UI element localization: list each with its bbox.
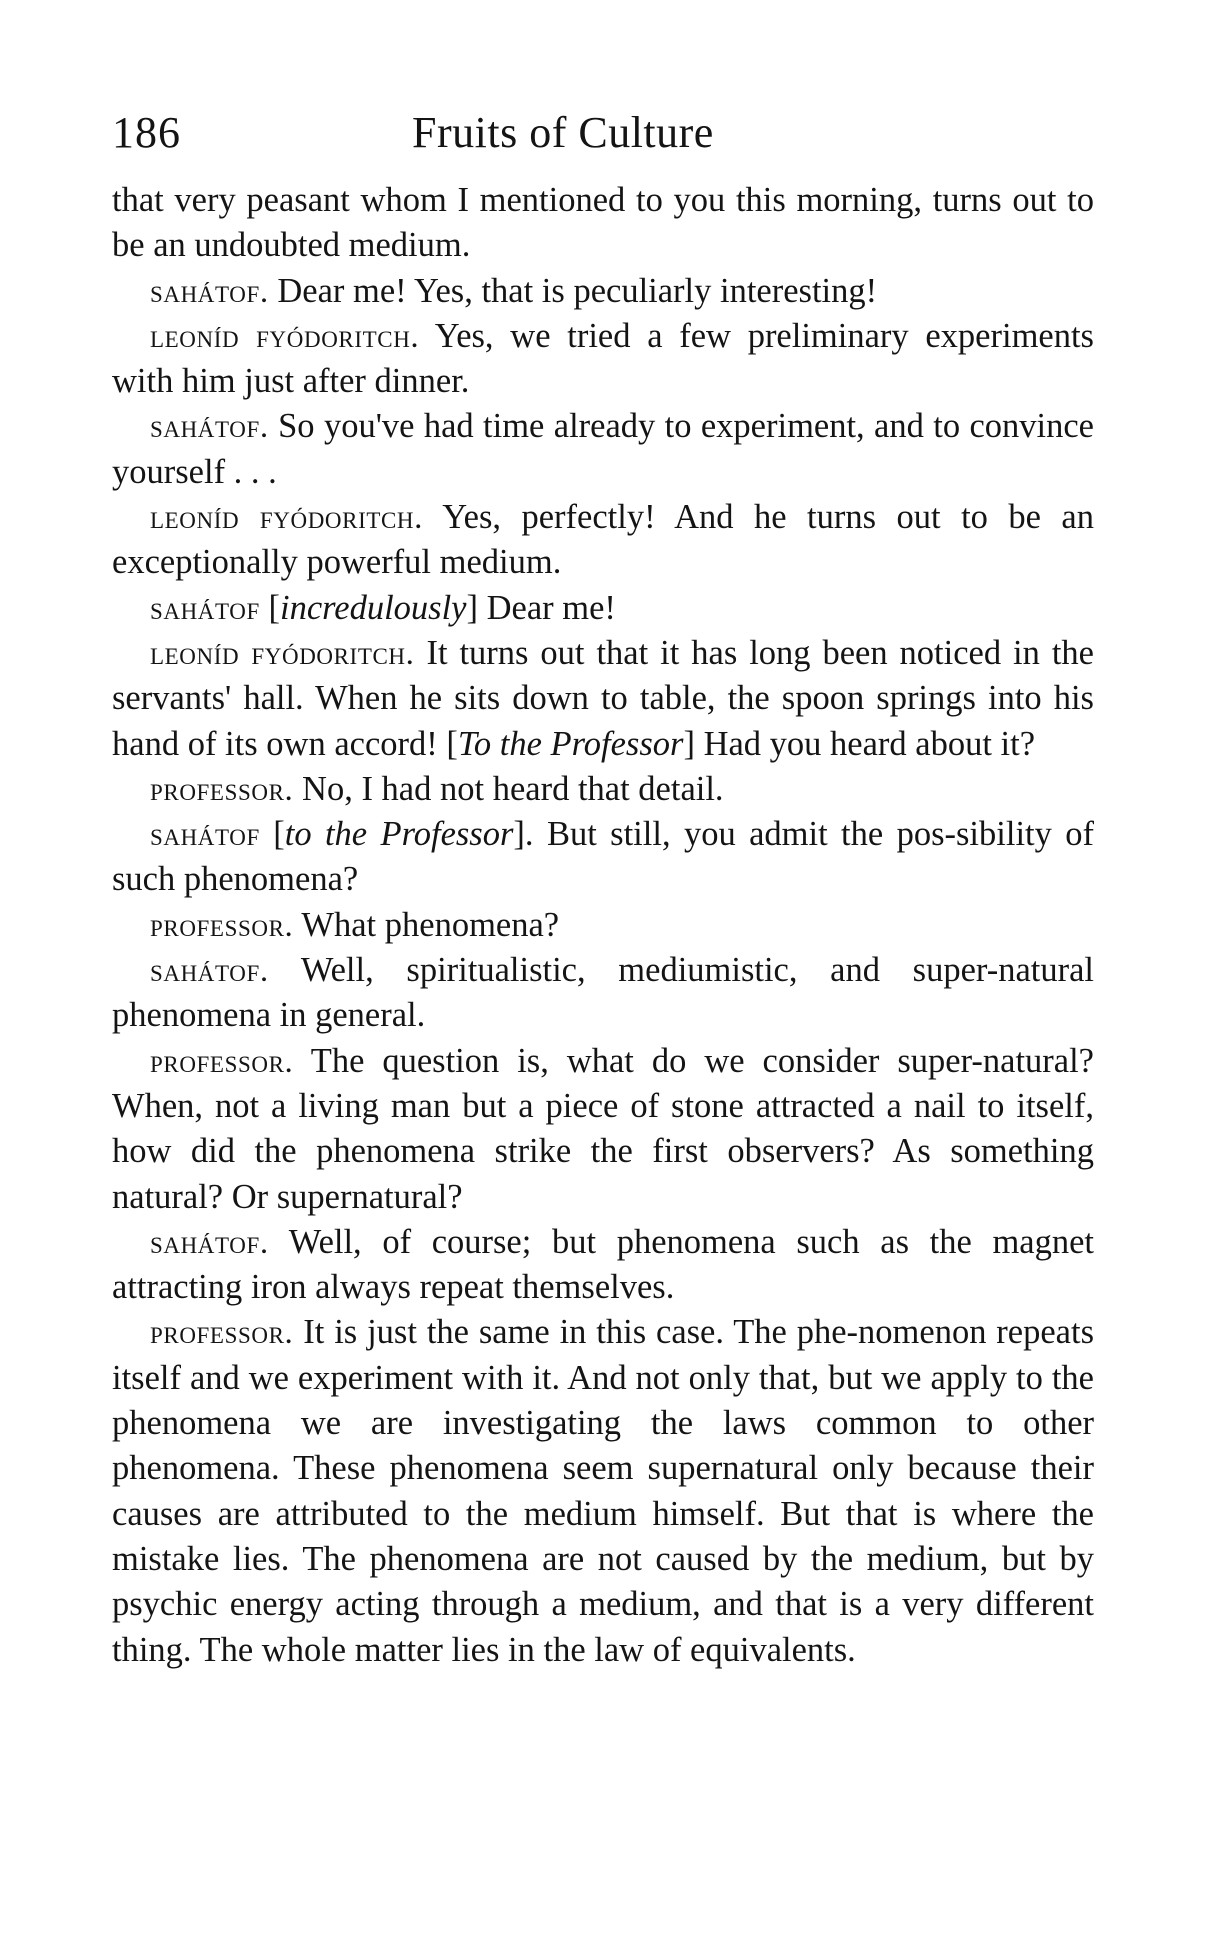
speech-text: Well, spiritualistic, mediumistic, and super-natural phenomena in general. <box>112 951 1094 1035</box>
book-title: Fruits of Culture <box>412 108 714 157</box>
speech-text: The question is, what do we consider super-natural? When, not a living man but a piece of stone attracted a nail to itself, how did the phenomena strike the first observers? As something natural? Or supernatural? <box>112 1041 1094 1216</box>
speaker-name: leoníd fyódoritch. <box>150 634 415 672</box>
page-number: 186 <box>112 108 181 157</box>
paragraph-speech <box>112 269 1094 314</box>
paragraph-speech <box>112 631 1094 767</box>
paragraph-speech <box>112 948 1094 1039</box>
paragraph-speech <box>112 767 1094 812</box>
speaker-name: professor. <box>150 906 294 944</box>
speaker-name: sahátof. <box>150 1223 269 1261</box>
paragraph-text: that very peasant whom I mentioned to you this morning, turns out to be an undoubted medium. <box>112 181 1094 265</box>
running-head <box>112 103 1112 163</box>
speech-text: It turns out that it has long been noticed in the servants' hall. When he sits down to table, the spoon springs into his hand of its own accord! <box>112 633 1094 763</box>
speaker-name: professor. <box>150 1314 294 1352</box>
speech-text: Dear me! <box>486 588 616 627</box>
paragraph-speech <box>112 903 1094 948</box>
paragraph-speech <box>112 495 1094 586</box>
text-block <box>112 178 1094 1673</box>
paragraph-speech <box>112 1220 1094 1311</box>
speaker-name: leoníd fyódoritch. <box>150 317 420 355</box>
speaker-name: sahátof. <box>150 408 269 446</box>
paragraph-speech <box>112 314 1094 405</box>
speech-text: . But still, you admit the pos-sibility of such phenomena? <box>112 815 1094 899</box>
speaker-name: professor. <box>150 770 294 808</box>
stage-direction: [to the Professor] <box>273 815 525 854</box>
speaker-name: sahátof <box>150 589 260 627</box>
stage-direction-text: to the Professor <box>284 815 514 854</box>
speech-text: So you've had time already to experiment, and to convince yourself . . . <box>112 407 1094 491</box>
stage-direction: [incredulously] <box>268 588 478 627</box>
stage-direction-text: incredulously <box>279 588 467 627</box>
speech-text: Yes, perfectly! And he turns out to be an exceptionally powerful medium. <box>112 498 1094 582</box>
speech-text: Had you heard about it? <box>703 724 1036 763</box>
speaker-name: professor. <box>150 1042 294 1080</box>
speech-text: What phenomena? <box>301 905 560 944</box>
speech-text: Yes, we tried a few preliminary experiments with him just after dinner. <box>112 316 1094 401</box>
speech-text: No, I had not heard that detail. <box>302 769 724 808</box>
paragraph-speech <box>112 1310 1094 1672</box>
speech-text: Dear me! Yes, that is peculiarly interesting! <box>277 271 878 310</box>
speaker-name: sahátof. <box>150 272 269 310</box>
paragraph-continued <box>112 178 1094 269</box>
stage-direction: [To the Professor] <box>446 724 695 763</box>
paragraph-speech <box>112 1039 1094 1220</box>
paragraph-speech <box>112 812 1094 903</box>
stage-direction-text: To the Professor <box>457 724 684 763</box>
paragraph-speech <box>112 404 1094 495</box>
paragraph-speech <box>112 586 1094 631</box>
speech-text: Well, of course; but phenomena such as the magnet attracting iron always repeat themselves. <box>112 1222 1094 1307</box>
speaker-name: leoníd fyódoritch. <box>150 499 424 537</box>
speaker-name: sahátof <box>150 816 260 854</box>
speaker-name: sahátof. <box>150 952 269 990</box>
speech-text: It is just the same in this case. The phe-nomenon repeats itself and we experiment with it. And not only that, but we apply to the phenomena we are investigating the laws common to other phenomena. These phenomena seem supernatural only because their causes are attributed to the medium himself. But that is where the mistake lies. The phenomena are not caused by the medium, but by psychic energy acting through a medium, and that is a very different thing. The whole matter lies in the law of equivalents. <box>112 1313 1094 1669</box>
